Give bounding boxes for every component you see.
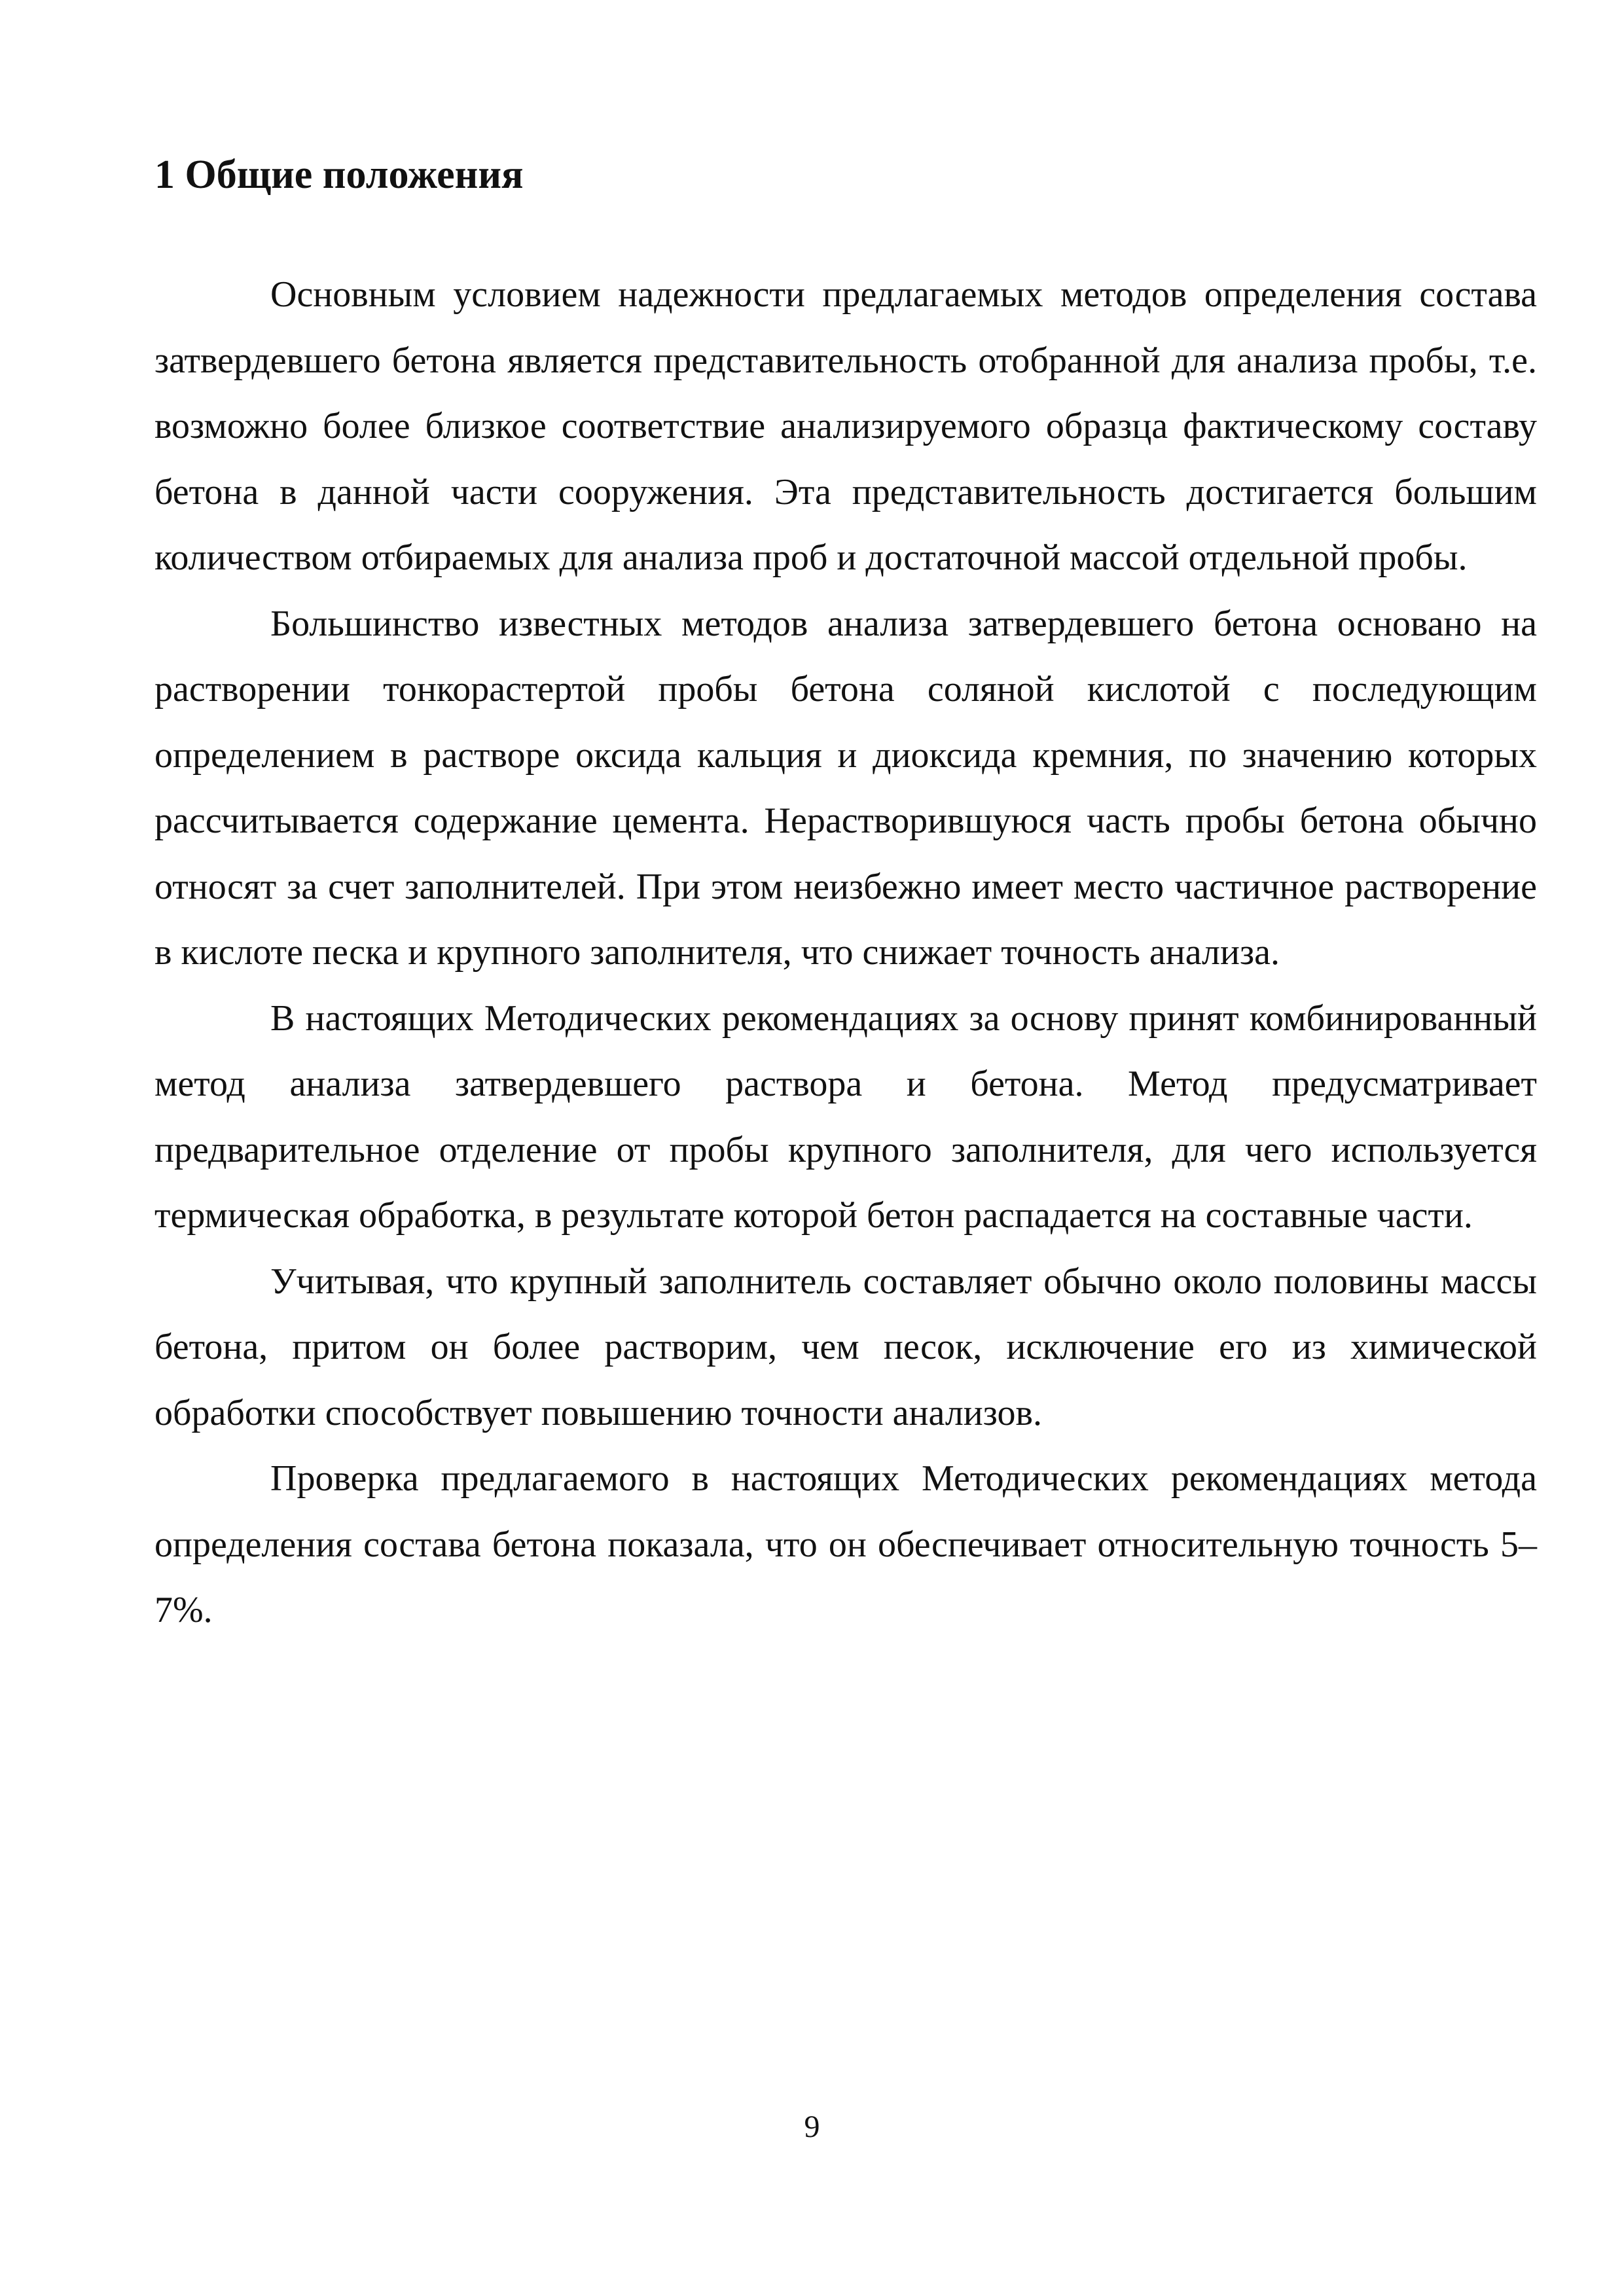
paragraph-1: Основным условием надежности предлагаемых методов определения состава затвердевшего бетона является представительность отобранной для анализа пробы, т.е. возможно более близкое соответствие анализируемого образца фактическому составу бетона в данной части сооружения. Эта представительность достигается большим количеством отбираемых для анализа проб и достаточной массой отдельной пробы. [154, 274, 1537, 578]
paragraph-5: Проверка предлагаемого в настоящих Методических рекомендациях метода определения состава бетона показала, что он обеспечивает относительную точность 5–7%. [154, 1458, 1537, 1630]
page-number: 9 [804, 2109, 820, 2144]
paragraph-2: Большинство известных методов анализа затвердевшего бетона основано на растворении тонкорастертой пробы бетона соляной кислотой с последующим определением в растворе оксида кальция и диоксида кремния, по значению которых рассчитывается содержание цемента. Нерастворившуюся часть пробы бетона обычно относят за счет заполнителей. При этом неизбежно имеет место частичное растворение в кислоте песка и крупного заполнителя, что снижает точность анализа. [154, 603, 1537, 973]
section-heading: 1 Общие положения [154, 152, 524, 197]
paragraph-3: В настоящих Методических рекомендациях за основу принят комбинированный метод анализа затвердевшего раствора и бетона. Метод предусматривает предварительное отделение от пробы крупного заполнителя, для чего используется термическая обработка, в результате которой бетон распадается на составные части. [154, 997, 1537, 1236]
paragraph-4: Учитывая, что крупный заполнитель составляет обычно около половины массы бетона, притом он более растворим, чем песок, исключение его из химической обработки способствует повышению точности анализов. [154, 1261, 1537, 1433]
body-text [154, 262, 1537, 1643]
